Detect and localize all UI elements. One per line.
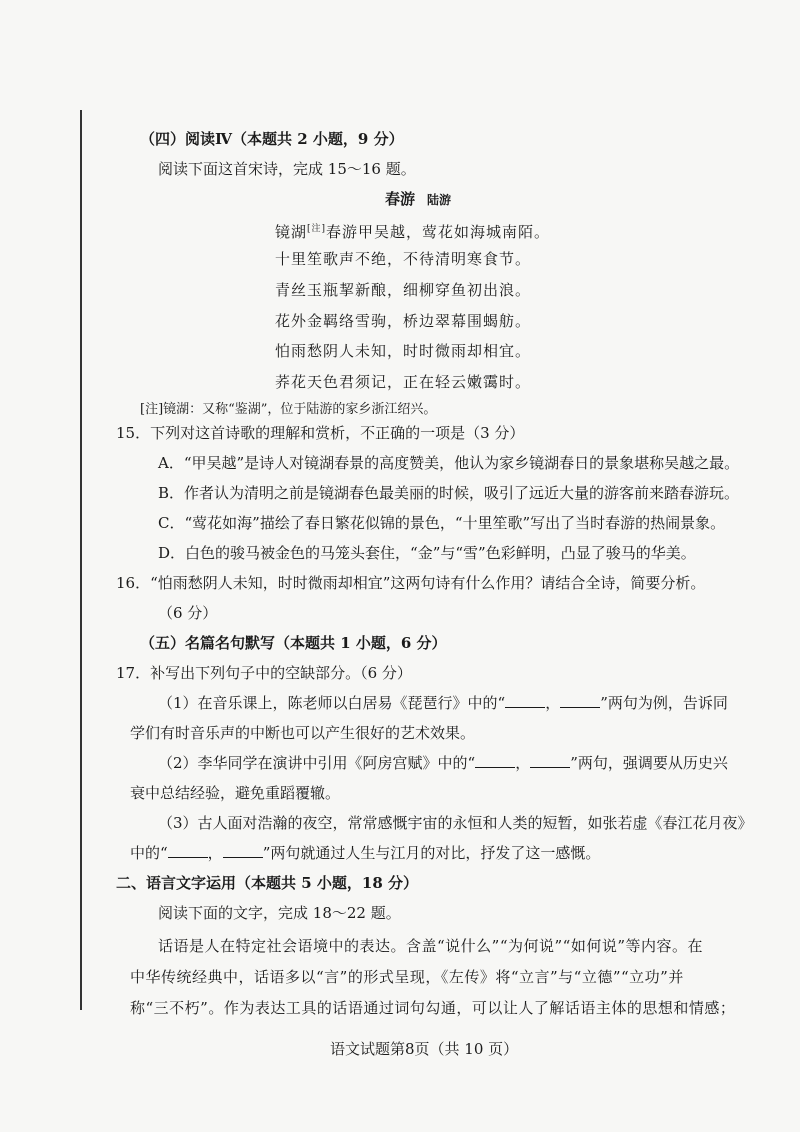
- poem-line-1-start: 镜湖: [275, 223, 308, 241]
- q15-option-d: D．白色的骏马被金色的马笼头套住，“金”与“雪”色彩鲜明，凸显了骏马的华美。: [158, 544, 696, 562]
- poem-line-4: 花外金羁络雪驹，桥边翠幕围蝎舫。: [275, 312, 532, 330]
- q17-part2-blank-2[interactable]: [530, 753, 570, 768]
- q17-part1-line1: [158, 692, 728, 714]
- q17-part1-text-b: ”两句为例，告诉同: [600, 694, 728, 712]
- poem-note-marker: [注]: [307, 224, 327, 234]
- passage-line-2: 中华传统经典中，话语多以“言”的形式呈现，《左传》将“立言”与“立德”“立功”并: [130, 968, 684, 986]
- section5-title: （五）名篇名句默写（本题共 1 小题，6 分）: [140, 634, 447, 652]
- poem-title: 春游: [385, 190, 416, 208]
- q15-option-b: B．作者认为清明之前是镜湖春色最美丽的时候，吸引了远近大量的游客前来踏春游玩。: [158, 484, 740, 502]
- poem-line-1-end: 春游甲吴越，莺花如海城南陌。: [326, 223, 551, 241]
- part2-title: 二、语言文字运用（本题共 5 小题，18 分）: [116, 874, 418, 892]
- q17-part2-line2: 衰中总结经验，避免重蹈覆辙。: [130, 784, 341, 802]
- q17-part2-blank-1[interactable]: [475, 753, 515, 768]
- section4-instruction: 阅读下面这首宋诗，完成 15～16 题。: [158, 160, 416, 178]
- q15-option-c: C．“莺花如海”描绘了春日繁花似锦的景色，“十里笙歌”写出了当时春游的热闹景象。: [158, 514, 726, 532]
- poem-line-3: 青丝玉瓶挈新酿，细柳穿鱼初出浪。: [275, 281, 532, 299]
- poem-author: 陆游: [427, 193, 452, 207]
- q17-part3-blank-2[interactable]: [223, 843, 263, 858]
- q17-part3-text-b: ”两句就通过人生与江月的对比，抒发了这一感慨。: [262, 844, 601, 862]
- q16-score: （6 分）: [158, 604, 218, 622]
- poem-line-1: [275, 218, 550, 243]
- poem-line-2: 十里笙歌声不绝，不待清明寒食节。: [275, 250, 532, 268]
- q17-part3-text-a: 中的“: [130, 844, 168, 862]
- poem-heading: [385, 188, 451, 211]
- q16-stem: 16．“怕雨愁阴人未知，时时微雨却相宜”这两句诗有什么作用？请结合全诗，简要分析。: [116, 574, 706, 592]
- passage-line-3: 称“三不朽”。作为表达工具的话语通过词句勾通，可以让人了解话语主体的思想和情感；: [130, 999, 736, 1017]
- q15-stem: 15．下列对这首诗歌的理解和赏析，不正确的一项是（3 分）: [116, 424, 525, 442]
- q17-stem: 17．补写出下列句子中的空缺部分。（6 分）: [116, 664, 412, 682]
- q17-part2-text-a: （2）李华同学在演讲中引用《阿房宫赋》中的“: [158, 754, 476, 772]
- page-footer: 语文试题第8页（共 10 页）: [330, 1040, 519, 1058]
- poem-footnote: [注]镜湖：又称“鉴湖”，位于陆游的家乡浙江绍兴。: [140, 402, 437, 417]
- poem-line-6: 荞花天色君须记，正在轻云嫩霭时。: [275, 373, 532, 391]
- part2-instruction: 阅读下面的文字，完成 18～22 题。: [158, 904, 401, 922]
- q17-part1-line2: 学们有时音乐声的中断也可以产生很好的艺术效果。: [130, 724, 476, 742]
- q17-part1-blank-1[interactable]: [505, 693, 545, 708]
- q17-part2-text-b: ”两句，强调要从历史兴: [570, 754, 728, 772]
- q17-part3-separator: ，: [207, 844, 223, 862]
- q17-part1-text-a: （1）在音乐课上，陈老师以白居易《琵琶行》中的“: [158, 694, 506, 712]
- poem-line-5: 怕雨愁阴人未知，时时微雨却相宜。: [275, 342, 532, 360]
- q17-part3-line1: （3）古人面对浩瀚的夜空，常常感慨宇宙的永恒和人类的短暂，如张若虚《春江花月夜》: [158, 814, 753, 832]
- q17-part1-separator: ，: [545, 694, 561, 712]
- q15-option-a: A．“甲吴越”是诗人对镜湖春景的高度赞美，他认为家乡镜湖春日的景象堪称吴越之最。: [158, 454, 740, 472]
- q17-part2-separator: ，: [515, 754, 531, 772]
- q17-part3-blank-1[interactable]: [168, 843, 208, 858]
- q17-part3-line2: [130, 842, 600, 864]
- passage-line-1: 话语是人在特定社会语境中的表达。含盖“说什么”“为何说”“如何说”等内容。在: [158, 937, 704, 955]
- section4-title: （四）阅读Ⅳ（本题共 2 小题，9 分）: [140, 130, 404, 148]
- q17-part1-blank-2[interactable]: [560, 693, 600, 708]
- q17-part2-line1: [158, 752, 728, 774]
